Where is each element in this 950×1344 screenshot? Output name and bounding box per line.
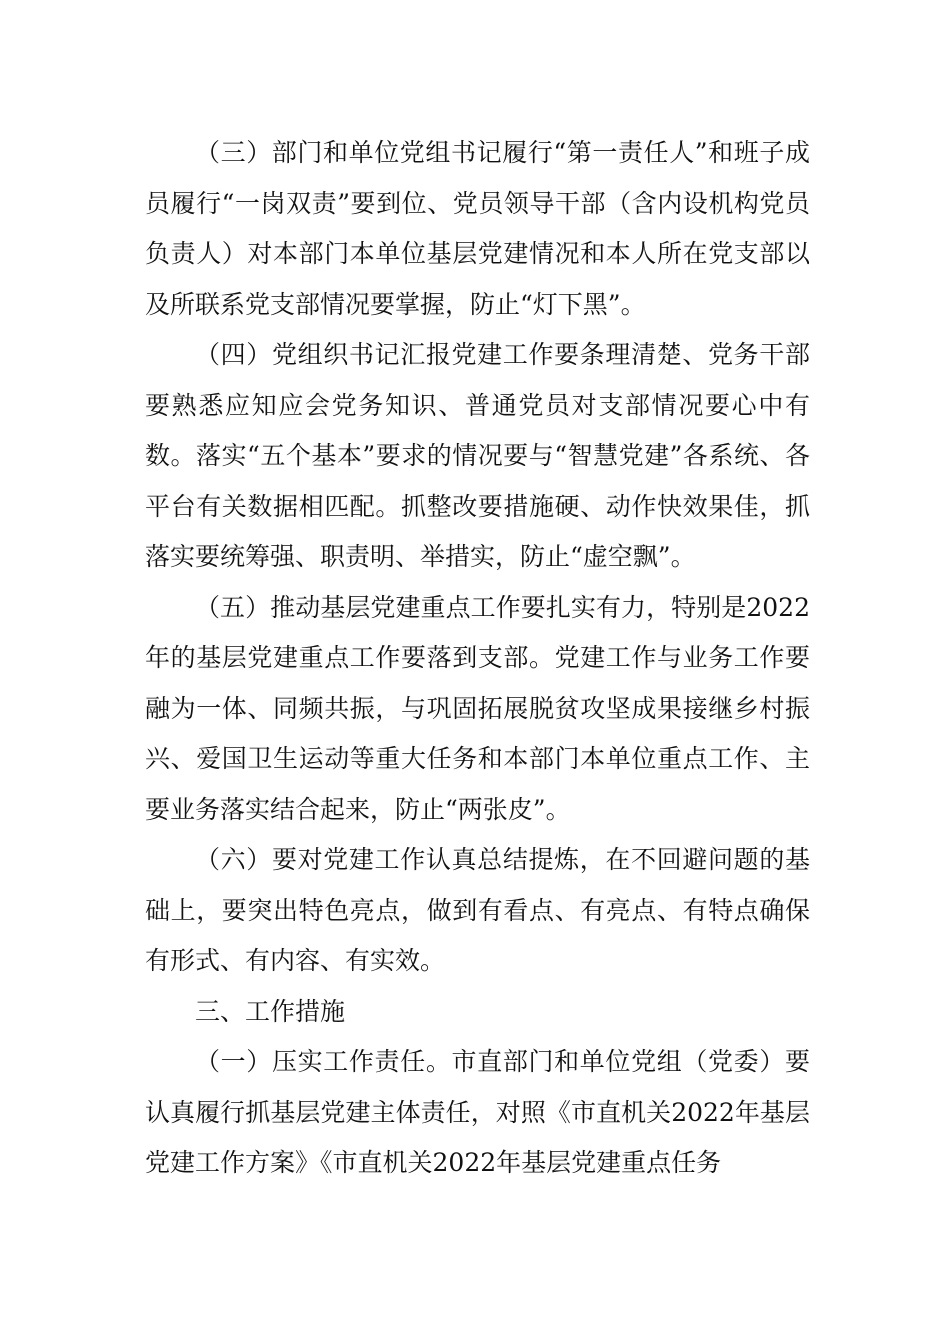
paragraph-four: （四）党组织书记汇报党建工作要条理清楚、党务干部要熟悉应知应会党务知识、普通党员对支部情况要心中有数。落实“五个基本”要求的情况要与“智慧党建”各系统、各平台有关数据相匹配。抓整改要措施硬、动作快效果佳，抓落实要统筹强、职责明、举措实，防止“虚空飘”。: [145, 340, 810, 571]
paragraph-six: （六）要对党建工作认真总结提炼，在不回避问题的基础上，要突出特色亮点，做到有看点、有亮点、有特点确保有形式、有内容、有实效。: [145, 845, 810, 975]
paragraph-three: （三）部门和单位党组书记履行“第一责任人”和班子成员履行“一岗双责”要到位、党员领导干部（含内设机构党员负责人）对本部门本单位基层党建情况和本人所在党支部以及所联系党支部情况要掌握，防止“灯下黑”。: [145, 138, 810, 319]
paragraph-measure-one: （一）压实工作责任。市直部门和单位党组（党委）要认真履行抓基层党建主体责任，对照《市直机关2022年基层党建工作方案》《市直机关2022年基层党建重点任务: [145, 1047, 810, 1177]
section-heading: 三、工作措施: [195, 996, 346, 1026]
document-body: [145, 128, 810, 1189]
paragraph-five: （五）推动基层党建重点工作要扎实有力，特别是2022年的基层党建重点工作要落到支部。党建工作与业务工作要融为一体、同频共振，与巩固拓展脱贫攻坚成果接继乡村振兴、爱国卫生运动等重大任务和本部门本单位重点工作、主要业务落实结合起来，防止“两张皮”。: [145, 592, 810, 824]
